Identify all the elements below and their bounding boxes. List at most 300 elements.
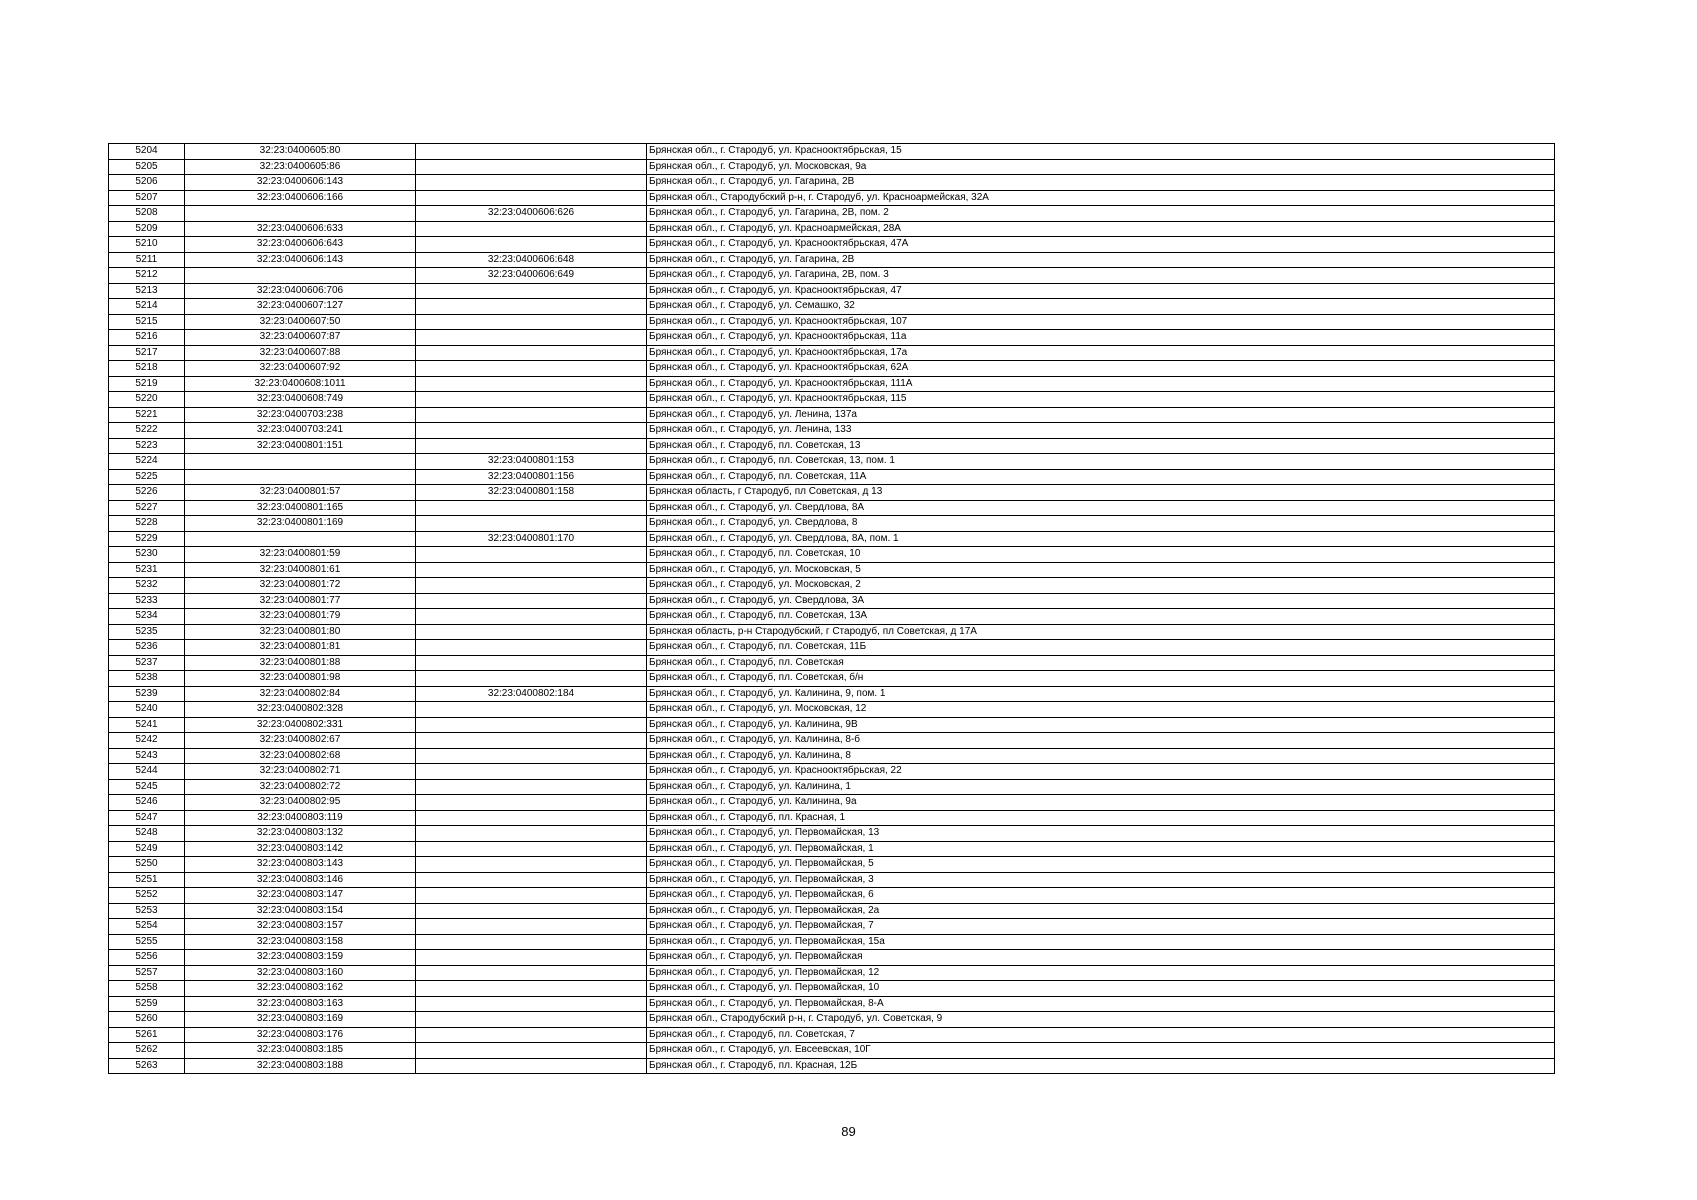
cadastral-number-cell: 32:23:0400801:81 bbox=[185, 640, 416, 656]
row-number-cell: 5238 bbox=[109, 671, 185, 687]
related-cadastral-number-cell bbox=[416, 376, 647, 392]
cadastral-number-cell: 32:23:0400802:328 bbox=[185, 702, 416, 718]
table-row bbox=[109, 206, 1555, 222]
table-row bbox=[109, 996, 1555, 1012]
related-cadastral-number-cell bbox=[416, 748, 647, 764]
row-number-cell: 5255 bbox=[109, 934, 185, 950]
related-cadastral-number-cell bbox=[416, 237, 647, 253]
cadastral-number-cell: 32:23:0400802:72 bbox=[185, 779, 416, 795]
cadastral-number-cell: 32:23:0400801:88 bbox=[185, 655, 416, 671]
cadastral-number-cell bbox=[185, 454, 416, 470]
table-row bbox=[109, 717, 1555, 733]
cadastral-number-cell: 32:23:0400802:67 bbox=[185, 733, 416, 749]
row-number-cell: 5247 bbox=[109, 810, 185, 826]
related-cadastral-number-cell: 32:23:0400801:156 bbox=[416, 469, 647, 485]
row-number-cell: 5221 bbox=[109, 407, 185, 423]
cadastral-number-cell: 32:23:0400801:79 bbox=[185, 609, 416, 625]
related-cadastral-number-cell: 32:23:0400801:170 bbox=[416, 531, 647, 547]
related-cadastral-number-cell bbox=[416, 345, 647, 361]
row-number-cell: 5248 bbox=[109, 826, 185, 842]
cadastral-number-cell bbox=[185, 469, 416, 485]
cadastral-number-cell: 32:23:0400801:169 bbox=[185, 516, 416, 532]
related-cadastral-number-cell bbox=[416, 810, 647, 826]
cadastral-number-cell bbox=[185, 206, 416, 222]
address-cell: Брянская обл., г. Стародуб, ул. Гагарина, 2В, пом. 3 bbox=[647, 268, 1555, 284]
address-cell: Брянская обл., г. Стародуб, ул. Краснооктябрьская, 47А bbox=[647, 237, 1555, 253]
address-cell: Брянская обл., Стародубский р-н, г. Стародуб, ул. Красноармейская, 32А bbox=[647, 190, 1555, 206]
row-number-cell: 5249 bbox=[109, 841, 185, 857]
address-cell: Брянская обл., г. Стародуб, ул. Краснооктябрьская, 115 bbox=[647, 392, 1555, 408]
related-cadastral-number-cell bbox=[416, 640, 647, 656]
related-cadastral-number-cell bbox=[416, 764, 647, 780]
table-row bbox=[109, 392, 1555, 408]
address-cell: Брянская обл., г. Стародуб, ул. Евсеевская, 10Г bbox=[647, 1043, 1555, 1059]
related-cadastral-number-cell bbox=[416, 392, 647, 408]
address-cell: Брянская обл., г. Стародуб, ул. Гагарина, 2В bbox=[647, 252, 1555, 268]
table-row bbox=[109, 671, 1555, 687]
address-cell: Брянская обл., г. Стародуб, ул. Калинина, 9, пом. 1 bbox=[647, 686, 1555, 702]
address-cell: Брянская область, г Стародуб, пл Советская, д 13 bbox=[647, 485, 1555, 501]
related-cadastral-number-cell: 32:23:0400802:184 bbox=[416, 686, 647, 702]
related-cadastral-number-cell bbox=[416, 965, 647, 981]
related-cadastral-number-cell bbox=[416, 1027, 647, 1043]
related-cadastral-number-cell: 32:23:0400606:648 bbox=[416, 252, 647, 268]
row-number-cell: 5217 bbox=[109, 345, 185, 361]
cadastral-number-cell: 32:23:0400801:80 bbox=[185, 624, 416, 640]
row-number-cell: 5262 bbox=[109, 1043, 185, 1059]
row-number-cell: 5256 bbox=[109, 950, 185, 966]
related-cadastral-number-cell bbox=[416, 299, 647, 315]
table-row bbox=[109, 903, 1555, 919]
related-cadastral-number-cell bbox=[416, 1058, 647, 1074]
row-number-cell: 5234 bbox=[109, 609, 185, 625]
related-cadastral-number-cell bbox=[416, 283, 647, 299]
row-number-cell: 5211 bbox=[109, 252, 185, 268]
row-number-cell: 5244 bbox=[109, 764, 185, 780]
row-number-cell: 5208 bbox=[109, 206, 185, 222]
related-cadastral-number-cell bbox=[416, 438, 647, 454]
row-number-cell: 5232 bbox=[109, 578, 185, 594]
row-number-cell: 5241 bbox=[109, 717, 185, 733]
table-row bbox=[109, 454, 1555, 470]
cadastral-number-cell: 32:23:0400803:159 bbox=[185, 950, 416, 966]
table-row bbox=[109, 237, 1555, 253]
related-cadastral-number-cell bbox=[416, 624, 647, 640]
table-row bbox=[109, 407, 1555, 423]
cadastral-number-cell: 32:23:0400605:80 bbox=[185, 144, 416, 160]
cadastral-number-cell: 32:23:0400803:158 bbox=[185, 934, 416, 950]
row-number-cell: 5218 bbox=[109, 361, 185, 377]
related-cadastral-number-cell: 32:23:0400801:153 bbox=[416, 454, 647, 470]
related-cadastral-number-cell bbox=[416, 578, 647, 594]
row-number-cell: 5225 bbox=[109, 469, 185, 485]
address-cell: Брянская обл., г. Стародуб, ул. Московская, 5 bbox=[647, 562, 1555, 578]
related-cadastral-number-cell bbox=[416, 655, 647, 671]
address-cell: Брянская обл., г. Стародуб, ул. Первомайская, 3 bbox=[647, 872, 1555, 888]
related-cadastral-number-cell bbox=[416, 423, 647, 439]
row-number-cell: 5212 bbox=[109, 268, 185, 284]
table-row bbox=[109, 981, 1555, 997]
cadastral-number-cell: 32:23:0400703:241 bbox=[185, 423, 416, 439]
table-row bbox=[109, 562, 1555, 578]
table-row bbox=[109, 686, 1555, 702]
related-cadastral-number-cell bbox=[416, 314, 647, 330]
table-row bbox=[109, 779, 1555, 795]
row-number-cell: 5236 bbox=[109, 640, 185, 656]
row-number-cell: 5226 bbox=[109, 485, 185, 501]
cadastral-number-cell: 32:23:0400801:98 bbox=[185, 671, 416, 687]
related-cadastral-number-cell bbox=[416, 1012, 647, 1028]
row-number-cell: 5250 bbox=[109, 857, 185, 873]
cadastral-number-cell: 32:23:0400803:119 bbox=[185, 810, 416, 826]
row-number-cell: 5240 bbox=[109, 702, 185, 718]
table-row bbox=[109, 144, 1555, 160]
table-row bbox=[109, 423, 1555, 439]
address-cell: Брянская обл., г. Стародуб, ул. Краснооктябрьская, 11а bbox=[647, 330, 1555, 346]
table-row bbox=[109, 655, 1555, 671]
address-cell: Брянская обл., г. Стародуб, ул. Московская, 2 bbox=[647, 578, 1555, 594]
cadastral-number-cell: 32:23:0400803:132 bbox=[185, 826, 416, 842]
related-cadastral-number-cell bbox=[416, 981, 647, 997]
address-cell: Брянская обл., г. Стародуб, ул. Ленина, 133 bbox=[647, 423, 1555, 439]
cadastral-number-cell: 32:23:0400801:61 bbox=[185, 562, 416, 578]
address-cell: Брянская обл., г. Стародуб, ул. Первомайская, 2а bbox=[647, 903, 1555, 919]
row-number-cell: 5245 bbox=[109, 779, 185, 795]
cadastral-number-cell: 32:23:0400801:165 bbox=[185, 500, 416, 516]
table-row bbox=[109, 934, 1555, 950]
cadastral-number-cell: 32:23:0400703:238 bbox=[185, 407, 416, 423]
row-number-cell: 5204 bbox=[109, 144, 185, 160]
address-cell: Брянская обл., г. Стародуб, пл. Советская, 13А bbox=[647, 609, 1555, 625]
related-cadastral-number-cell bbox=[416, 144, 647, 160]
address-cell: Брянская обл., г. Стародуб, пл. Советская, 11А bbox=[647, 469, 1555, 485]
table-row bbox=[109, 965, 1555, 981]
related-cadastral-number-cell bbox=[416, 919, 647, 935]
table-row bbox=[109, 376, 1555, 392]
row-number-cell: 5223 bbox=[109, 438, 185, 454]
address-cell: Брянская обл., г. Стародуб, ул. Краснооктябрьская, 22 bbox=[647, 764, 1555, 780]
table-row bbox=[109, 252, 1555, 268]
related-cadastral-number-cell bbox=[416, 702, 647, 718]
table-row bbox=[109, 640, 1555, 656]
address-cell: Брянская обл., г. Стародуб, пл. Красная, 12Б bbox=[647, 1058, 1555, 1074]
related-cadastral-number-cell: 32:23:0400606:649 bbox=[416, 268, 647, 284]
table-row bbox=[109, 857, 1555, 873]
cadastral-number-cell: 32:23:0400803:162 bbox=[185, 981, 416, 997]
address-cell: Брянская обл., г. Стародуб, ул. Свердлова, 8 bbox=[647, 516, 1555, 532]
row-number-cell: 5205 bbox=[109, 159, 185, 175]
row-number-cell: 5230 bbox=[109, 547, 185, 563]
address-cell: Брянская обл., г. Стародуб, ул. Московская, 9а bbox=[647, 159, 1555, 175]
address-cell: Брянская обл., г. Стародуб, пл. Красная, 1 bbox=[647, 810, 1555, 826]
table-row bbox=[109, 1058, 1555, 1074]
address-cell: Брянская обл., г. Стародуб, ул. Семашко, 32 bbox=[647, 299, 1555, 315]
address-cell: Брянская обл., г. Стародуб, ул. Первомайская, 13 bbox=[647, 826, 1555, 842]
address-cell: Брянская обл., г. Стародуб, ул. Гагарина, 2В, пом. 2 bbox=[647, 206, 1555, 222]
related-cadastral-number-cell bbox=[416, 190, 647, 206]
row-number-cell: 5246 bbox=[109, 795, 185, 811]
table-row bbox=[109, 1027, 1555, 1043]
cadastral-number-cell: 32:23:0400803:163 bbox=[185, 996, 416, 1012]
row-number-cell: 5227 bbox=[109, 500, 185, 516]
table-row bbox=[109, 841, 1555, 857]
row-number-cell: 5251 bbox=[109, 872, 185, 888]
table-row bbox=[109, 221, 1555, 237]
cadastral-number-cell: 32:23:0400802:68 bbox=[185, 748, 416, 764]
table-row bbox=[109, 299, 1555, 315]
address-cell: Брянская обл., г. Стародуб, ул. Краснооктябрьская, 47 bbox=[647, 283, 1555, 299]
cadastral-number-cell: 32:23:0400803:160 bbox=[185, 965, 416, 981]
cadastral-number-cell bbox=[185, 531, 416, 547]
related-cadastral-number-cell bbox=[416, 175, 647, 191]
related-cadastral-number-cell bbox=[416, 888, 647, 904]
row-number-cell: 5242 bbox=[109, 733, 185, 749]
table-row bbox=[109, 438, 1555, 454]
related-cadastral-number-cell bbox=[416, 841, 647, 857]
table-row bbox=[109, 609, 1555, 625]
row-number-cell: 5216 bbox=[109, 330, 185, 346]
table-row bbox=[109, 345, 1555, 361]
table-row bbox=[109, 593, 1555, 609]
related-cadastral-number-cell bbox=[416, 717, 647, 733]
cadastral-number-cell: 32:23:0400802:71 bbox=[185, 764, 416, 780]
cadastral-number-cell bbox=[185, 268, 416, 284]
cadastral-number-cell: 32:23:0400607:87 bbox=[185, 330, 416, 346]
related-cadastral-number-cell bbox=[416, 330, 647, 346]
row-number-cell: 5235 bbox=[109, 624, 185, 640]
address-cell: Брянская обл., г. Стародуб, ул. Калинина, 1 bbox=[647, 779, 1555, 795]
table-row bbox=[109, 330, 1555, 346]
row-number-cell: 5220 bbox=[109, 392, 185, 408]
address-cell: Брянская обл., г. Стародуб, ул. Первомайская, 6 bbox=[647, 888, 1555, 904]
address-cell: Брянская обл., г. Стародуб, ул. Первомайская, 15а bbox=[647, 934, 1555, 950]
table-row bbox=[109, 950, 1555, 966]
table-row bbox=[109, 469, 1555, 485]
table-row bbox=[109, 516, 1555, 532]
row-number-cell: 5261 bbox=[109, 1027, 185, 1043]
related-cadastral-number-cell bbox=[416, 733, 647, 749]
page-number: 89 bbox=[841, 1124, 856, 1139]
table-row bbox=[109, 531, 1555, 547]
row-number-cell: 5252 bbox=[109, 888, 185, 904]
row-number-cell: 5224 bbox=[109, 454, 185, 470]
table-row bbox=[109, 361, 1555, 377]
table-row bbox=[109, 159, 1555, 175]
address-cell: Брянская обл., г. Стародуб, ул. Калинина, 9а bbox=[647, 795, 1555, 811]
row-number-cell: 5207 bbox=[109, 190, 185, 206]
table-row bbox=[109, 268, 1555, 284]
related-cadastral-number-cell bbox=[416, 996, 647, 1012]
address-cell: Брянская обл., г. Стародуб, ул. Московская, 12 bbox=[647, 702, 1555, 718]
address-cell: Брянская обл., г. Стародуб, ул. Свердлова, 3А bbox=[647, 593, 1555, 609]
cadastral-number-cell: 32:23:0400606:166 bbox=[185, 190, 416, 206]
table-row bbox=[109, 1043, 1555, 1059]
row-number-cell: 5239 bbox=[109, 686, 185, 702]
row-number-cell: 5213 bbox=[109, 283, 185, 299]
address-cell: Брянская обл., Стародубский р-н, г. Стародуб, ул. Советская, 9 bbox=[647, 1012, 1555, 1028]
table-row bbox=[109, 314, 1555, 330]
related-cadastral-number-cell bbox=[416, 872, 647, 888]
row-number-cell: 5228 bbox=[109, 516, 185, 532]
address-cell: Брянская обл., г. Стародуб, ул. Калинина, 8-б bbox=[647, 733, 1555, 749]
table-row bbox=[109, 919, 1555, 935]
cadastral-number-cell: 32:23:0400803:143 bbox=[185, 857, 416, 873]
address-cell: Брянская область, р-н Стародубский, г Стародуб, пл Советская, д 17А bbox=[647, 624, 1555, 640]
table-row bbox=[109, 175, 1555, 191]
row-number-cell: 5237 bbox=[109, 655, 185, 671]
related-cadastral-number-cell: 32:23:0400801:158 bbox=[416, 485, 647, 501]
related-cadastral-number-cell bbox=[416, 562, 647, 578]
table-row bbox=[109, 624, 1555, 640]
row-number-cell: 5258 bbox=[109, 981, 185, 997]
table-row bbox=[109, 1012, 1555, 1028]
address-cell: Брянская обл., г. Стародуб, ул. Калинина, 9В bbox=[647, 717, 1555, 733]
cadastral-number-cell: 32:23:0400608:1011 bbox=[185, 376, 416, 392]
row-number-cell: 5219 bbox=[109, 376, 185, 392]
address-cell: Брянская обл., г. Стародуб, пл. Советская, 13, пом. 1 bbox=[647, 454, 1555, 470]
table-row bbox=[109, 795, 1555, 811]
address-cell: Брянская обл., г. Стародуб, ул. Первомайская, 8-А bbox=[647, 996, 1555, 1012]
address-cell: Брянская обл., г. Стародуб, ул. Калинина, 8 bbox=[647, 748, 1555, 764]
cadastral-number-cell: 32:23:0400803:154 bbox=[185, 903, 416, 919]
address-cell: Брянская обл., г. Стародуб, ул. Краснооктябрьская, 15 bbox=[647, 144, 1555, 160]
row-number-cell: 5210 bbox=[109, 237, 185, 253]
related-cadastral-number-cell bbox=[416, 671, 647, 687]
row-number-cell: 5206 bbox=[109, 175, 185, 191]
address-cell: Брянская обл., г. Стародуб, ул. Свердлова, 8А, пом. 1 bbox=[647, 531, 1555, 547]
related-cadastral-number-cell bbox=[416, 609, 647, 625]
address-cell: Брянская обл., г. Стародуб, ул. Первомайская, 10 bbox=[647, 981, 1555, 997]
related-cadastral-number-cell bbox=[416, 903, 647, 919]
table-row bbox=[109, 810, 1555, 826]
cadastral-number-cell: 32:23:0400607:92 bbox=[185, 361, 416, 377]
address-cell: Брянская обл., г. Стародуб, ул. Краснооктябрьская, 62А bbox=[647, 361, 1555, 377]
table-row bbox=[109, 283, 1555, 299]
table-row bbox=[109, 733, 1555, 749]
address-cell: Брянская обл., г. Стародуб, пл. Советская, 13 bbox=[647, 438, 1555, 454]
cadastral-number-cell: 32:23:0400803:169 bbox=[185, 1012, 416, 1028]
cadastral-number-cell: 32:23:0400605:86 bbox=[185, 159, 416, 175]
row-number-cell: 5231 bbox=[109, 562, 185, 578]
related-cadastral-number-cell: 32:23:0400606:626 bbox=[416, 206, 647, 222]
cadastral-number-cell: 32:23:0400802:331 bbox=[185, 717, 416, 733]
related-cadastral-number-cell bbox=[416, 1043, 647, 1059]
row-number-cell: 5260 bbox=[109, 1012, 185, 1028]
row-number-cell: 5259 bbox=[109, 996, 185, 1012]
related-cadastral-number-cell bbox=[416, 407, 647, 423]
related-cadastral-number-cell bbox=[416, 826, 647, 842]
related-cadastral-number-cell bbox=[416, 516, 647, 532]
address-cell: Брянская обл., г. Стародуб, пл. Советская, б/н bbox=[647, 671, 1555, 687]
table-row bbox=[109, 485, 1555, 501]
address-cell: Брянская обл., г. Стародуб, ул. Первомайская, 5 bbox=[647, 857, 1555, 873]
address-cell: Брянская обл., г. Стародуб, ул. Краснооктябрьская, 17а bbox=[647, 345, 1555, 361]
cadastral-number-cell: 32:23:0400801:151 bbox=[185, 438, 416, 454]
cadastral-number-cell: 32:23:0400803:185 bbox=[185, 1043, 416, 1059]
address-cell: Брянская обл., г. Стародуб, ул. Ленина, 137а bbox=[647, 407, 1555, 423]
related-cadastral-number-cell bbox=[416, 159, 647, 175]
table-row bbox=[109, 578, 1555, 594]
cadastral-number-cell: 32:23:0400606:643 bbox=[185, 237, 416, 253]
cadastral-number-cell: 32:23:0400606:633 bbox=[185, 221, 416, 237]
row-number-cell: 5214 bbox=[109, 299, 185, 315]
address-cell: Брянская обл., г. Стародуб, ул. Свердлова, 8А bbox=[647, 500, 1555, 516]
related-cadastral-number-cell bbox=[416, 779, 647, 795]
cadastral-number-cell: 32:23:0400606:706 bbox=[185, 283, 416, 299]
table-row bbox=[109, 764, 1555, 780]
address-cell: Брянская обл., г. Стародуб, ул. Краснооктябрьская, 107 bbox=[647, 314, 1555, 330]
cadastral-number-cell: 32:23:0400803:147 bbox=[185, 888, 416, 904]
related-cadastral-number-cell bbox=[416, 934, 647, 950]
table-row bbox=[109, 190, 1555, 206]
address-cell: Брянская обл., г. Стародуб, ул. Первомайская, 1 bbox=[647, 841, 1555, 857]
address-cell: Брянская обл., г. Стародуб, ул. Гагарина, 2В bbox=[647, 175, 1555, 191]
registry-body bbox=[109, 144, 1555, 1074]
table-row bbox=[109, 702, 1555, 718]
row-number-cell: 5257 bbox=[109, 965, 185, 981]
address-cell: Брянская обл., г. Стародуб, ул. Первомайская bbox=[647, 950, 1555, 966]
property-registry-table bbox=[108, 143, 1555, 1074]
cadastral-number-cell: 32:23:0400801:77 bbox=[185, 593, 416, 609]
cadastral-number-cell: 32:23:0400802:95 bbox=[185, 795, 416, 811]
cadastral-number-cell: 32:23:0400801:72 bbox=[185, 578, 416, 594]
row-number-cell: 5254 bbox=[109, 919, 185, 935]
related-cadastral-number-cell bbox=[416, 500, 647, 516]
cadastral-number-cell: 32:23:0400607:88 bbox=[185, 345, 416, 361]
address-cell: Брянская обл., г. Стародуб, пл. Советская, 10 bbox=[647, 547, 1555, 563]
table-row bbox=[109, 872, 1555, 888]
address-cell: Брянская обл., г. Стародуб, ул. Краснооктябрьская, 111А bbox=[647, 376, 1555, 392]
related-cadastral-number-cell bbox=[416, 547, 647, 563]
row-number-cell: 5243 bbox=[109, 748, 185, 764]
table-row bbox=[109, 500, 1555, 516]
related-cadastral-number-cell bbox=[416, 593, 647, 609]
cadastral-number-cell: 32:23:0400801:59 bbox=[185, 547, 416, 563]
address-cell: Брянская обл., г. Стародуб, пл. Советская bbox=[647, 655, 1555, 671]
related-cadastral-number-cell bbox=[416, 361, 647, 377]
row-number-cell: 5263 bbox=[109, 1058, 185, 1074]
cadastral-number-cell: 32:23:0400803:157 bbox=[185, 919, 416, 935]
cadastral-number-cell: 32:23:0400803:146 bbox=[185, 872, 416, 888]
related-cadastral-number-cell bbox=[416, 221, 647, 237]
table-row bbox=[109, 826, 1555, 842]
cadastral-number-cell: 32:23:0400803:142 bbox=[185, 841, 416, 857]
row-number-cell: 5233 bbox=[109, 593, 185, 609]
address-cell: Брянская обл., г. Стародуб, ул. Красноармейская, 28А bbox=[647, 221, 1555, 237]
cadastral-number-cell: 32:23:0400608:749 bbox=[185, 392, 416, 408]
cadastral-number-cell: 32:23:0400803:176 bbox=[185, 1027, 416, 1043]
cadastral-number-cell: 32:23:0400802:84 bbox=[185, 686, 416, 702]
row-number-cell: 5222 bbox=[109, 423, 185, 439]
address-cell: Брянская обл., г. Стародуб, ул. Первомайская, 7 bbox=[647, 919, 1555, 935]
table-row bbox=[109, 748, 1555, 764]
row-number-cell: 5253 bbox=[109, 903, 185, 919]
row-number-cell: 5229 bbox=[109, 531, 185, 547]
cadastral-number-cell: 32:23:0400607:50 bbox=[185, 314, 416, 330]
address-cell: Брянская обл., г. Стародуб, пл. Советская, 11Б bbox=[647, 640, 1555, 656]
address-cell: Брянская обл., г. Стародуб, ул. Первомайская, 12 bbox=[647, 965, 1555, 981]
related-cadastral-number-cell bbox=[416, 950, 647, 966]
table-row bbox=[109, 547, 1555, 563]
row-number-cell: 5209 bbox=[109, 221, 185, 237]
related-cadastral-number-cell bbox=[416, 857, 647, 873]
cadastral-number-cell: 32:23:0400607:127 bbox=[185, 299, 416, 315]
cadastral-number-cell: 32:23:0400606:143 bbox=[185, 252, 416, 268]
related-cadastral-number-cell bbox=[416, 795, 647, 811]
cadastral-number-cell: 32:23:0400801:57 bbox=[185, 485, 416, 501]
cadastral-number-cell: 32:23:0400803:188 bbox=[185, 1058, 416, 1074]
table-row bbox=[109, 888, 1555, 904]
